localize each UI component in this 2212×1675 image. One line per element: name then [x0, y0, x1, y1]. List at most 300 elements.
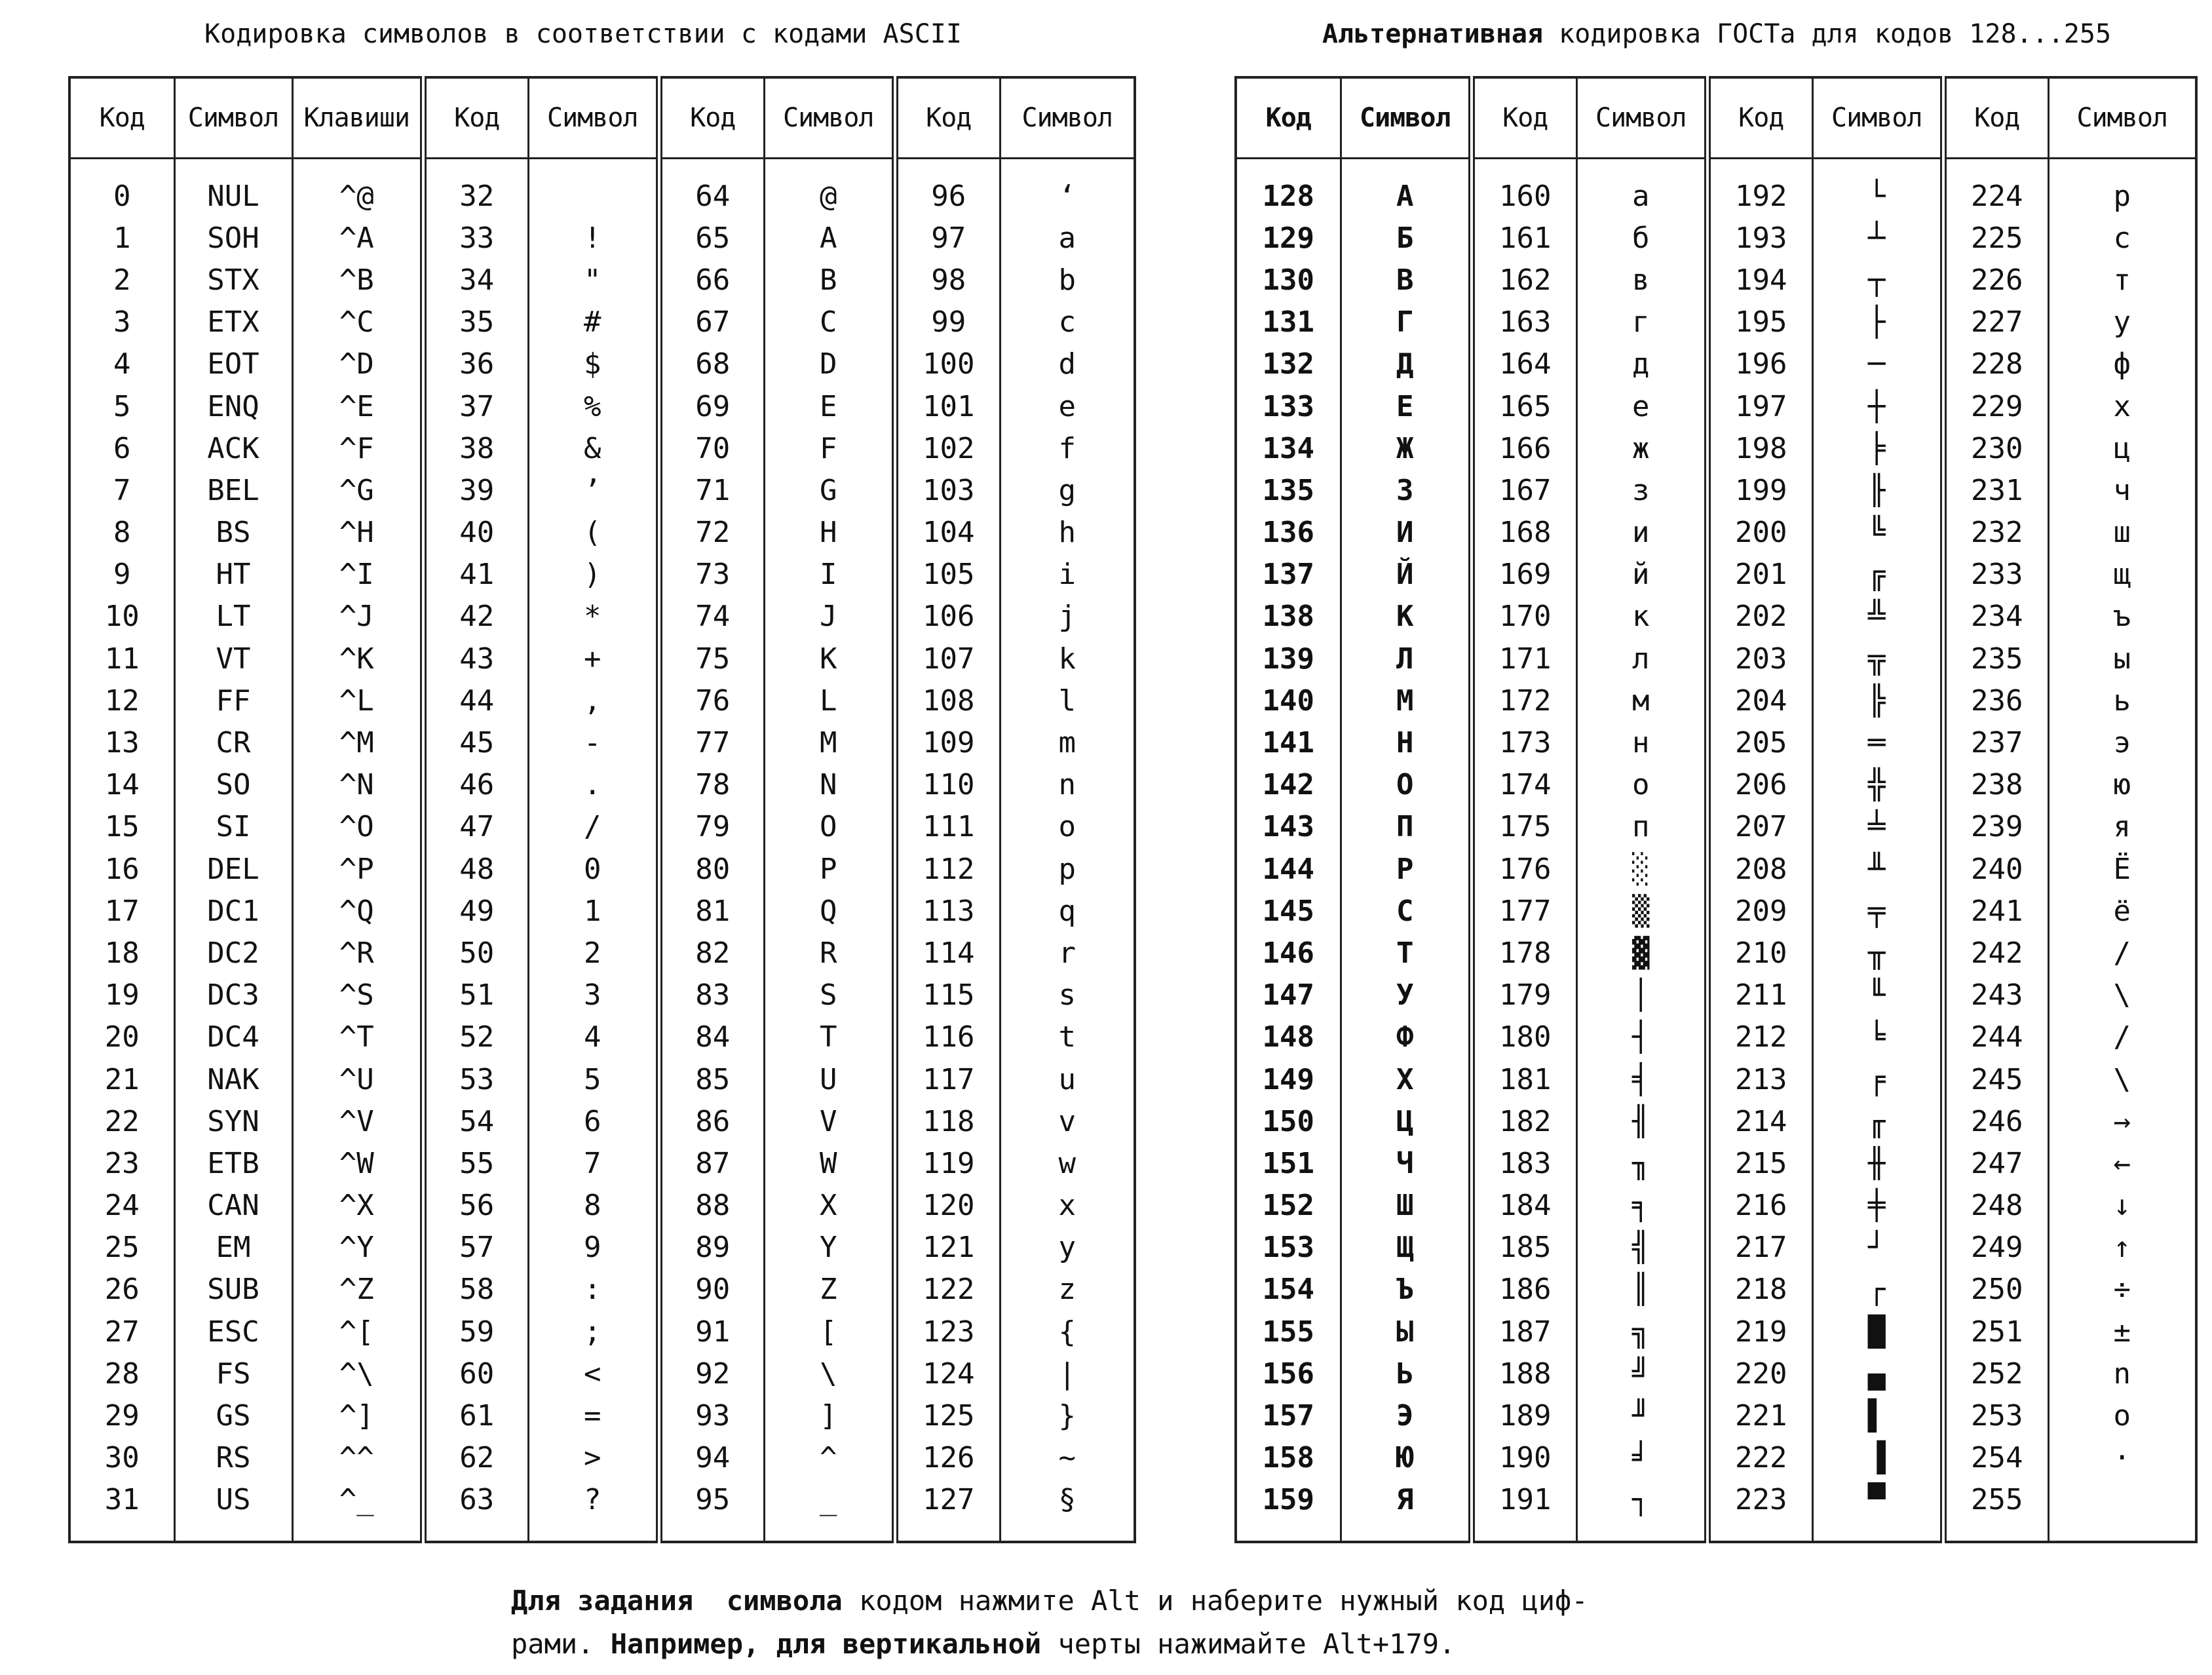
gost-cell: 173	[1472, 722, 1576, 763]
ascii-cell: ^T	[292, 1016, 423, 1058]
ascii-cell: 114	[895, 932, 1000, 974]
gost-cell: ┐	[1576, 1479, 1707, 1542]
ascii-cell: >	[528, 1437, 659, 1479]
ascii-header-cell: Символ	[1000, 77, 1135, 159]
table-row	[69, 722, 1135, 763]
gost-cell: 229	[1943, 385, 2048, 427]
table-row	[1236, 1016, 2196, 1058]
ascii-header-cell: Код	[69, 77, 174, 159]
table-row	[69, 764, 1135, 806]
ascii-cell: DEL	[174, 848, 292, 890]
ascii-cell: 95	[659, 1479, 764, 1542]
gost-cell: 204	[1707, 680, 1812, 722]
gost-cell: ё	[2048, 890, 2196, 932]
ascii-cell: 12	[69, 680, 174, 722]
gost-cell: 201	[1707, 554, 1812, 596]
gost-cell: ш	[2048, 512, 2196, 554]
ascii-cell: 109	[895, 722, 1000, 763]
ascii-cell: u	[1000, 1058, 1135, 1100]
ascii-cell: 54	[423, 1100, 528, 1142]
ascii-cell: ?	[528, 1479, 659, 1542]
table-row	[69, 1395, 1135, 1436]
gost-cell: 158	[1236, 1437, 1341, 1479]
table-row	[69, 217, 1135, 259]
gost-cell: 202	[1707, 596, 1812, 638]
table-row	[69, 301, 1135, 343]
gost-cell: н	[1576, 722, 1707, 763]
ascii-cell: A	[764, 217, 895, 259]
ascii-cell: r	[1000, 932, 1135, 974]
gost-cell: щ	[2048, 554, 2196, 596]
ascii-cell: s	[1000, 974, 1135, 1016]
gost-cell: ю	[2048, 764, 2196, 806]
gost-cell: ╤	[1812, 890, 1943, 932]
gost-cell: ▀	[1812, 1479, 1943, 1542]
table-row	[1236, 1058, 2196, 1100]
gost-cell: Б	[1341, 217, 1472, 259]
gost-cell: М	[1341, 680, 1472, 722]
gost-cell: Э	[1341, 1395, 1472, 1436]
gost-cell: Ь	[1341, 1353, 1472, 1395]
ascii-cell: 93	[659, 1395, 764, 1436]
gost-header-cell: Символ	[1812, 77, 1943, 159]
ascii-cell: 119	[895, 1142, 1000, 1184]
gost-cell: 193	[1707, 217, 1812, 259]
table-row	[69, 1058, 1135, 1100]
gost-table-title	[1232, 8, 2202, 60]
gost-cell: 135	[1236, 469, 1341, 511]
gost-cell: 150	[1236, 1100, 1341, 1142]
gost-cell: 165	[1472, 385, 1576, 427]
gost-cell: д	[1576, 343, 1707, 385]
table-row	[1236, 932, 2196, 974]
gost-cell: 148	[1236, 1016, 1341, 1058]
ascii-header-cell: Код	[659, 77, 764, 159]
ascii-cell: h	[1000, 512, 1135, 554]
gost-cell: З	[1341, 469, 1472, 511]
footer-note	[511, 1579, 1756, 1666]
gost-code-table	[1234, 76, 2198, 1543]
footer-bold-1: Для задания	[511, 1585, 694, 1617]
ascii-cell: J	[764, 596, 895, 638]
ascii-cell: ENQ	[174, 385, 292, 427]
ascii-cell: {	[1000, 1311, 1135, 1353]
ascii-cell: 101	[895, 385, 1000, 427]
table-row	[1236, 890, 2196, 932]
gost-cell: 129	[1236, 217, 1341, 259]
table-row	[1236, 343, 2196, 385]
gost-cell: ╠	[1812, 680, 1943, 722]
gost-cell: ▐	[1812, 1437, 1943, 1479]
gost-cell: 225	[1943, 217, 2048, 259]
ascii-cell: 17	[69, 890, 174, 932]
gost-cell: 239	[1943, 806, 2048, 848]
gost-cell: м	[1576, 680, 1707, 722]
ascii-cell: Q	[764, 890, 895, 932]
ascii-cell: 106	[895, 596, 1000, 638]
gost-cell: ╒	[1812, 1058, 1943, 1100]
gost-cell: Й	[1341, 554, 1472, 596]
ascii-cell: 28	[69, 1353, 174, 1395]
gost-cell: с	[2048, 217, 2196, 259]
gost-cell: ░	[1576, 848, 1707, 890]
ascii-cell: 92	[659, 1353, 764, 1395]
ascii-header-cell: Код	[895, 77, 1000, 159]
ascii-cell: 96	[895, 159, 1000, 218]
gost-cell: 208	[1707, 848, 1812, 890]
ascii-cell: BS	[174, 512, 292, 554]
gost-cell: ╪	[1812, 1185, 1943, 1227]
ascii-cell: :	[528, 1269, 659, 1311]
gost-cell: ±	[2048, 1311, 2196, 1353]
ascii-cell: 105	[895, 554, 1000, 596]
ascii-cell: i	[1000, 554, 1135, 596]
ascii-table-title: Кодировка символов в соответствии с кодами ASCII	[204, 19, 962, 49]
gost-cell: К	[1341, 596, 1472, 638]
gost-cell: │	[1576, 974, 1707, 1016]
gost-cell: ╣	[1576, 1227, 1707, 1269]
ascii-cell: O	[764, 806, 895, 848]
gost-cell: С	[1341, 890, 1472, 932]
ascii-cell: 111	[895, 806, 1000, 848]
gost-title-rest: кодировка ГОСТа для кодов 128...255	[1543, 19, 2112, 49]
gost-cell: 146	[1236, 932, 1341, 974]
gost-cell: 152	[1236, 1185, 1341, 1227]
ascii-cell: 40	[423, 512, 528, 554]
gost-cell: 167	[1472, 469, 1576, 511]
gost-cell: 205	[1707, 722, 1812, 763]
gost-cell: Л	[1341, 638, 1472, 680]
table-row	[1236, 1227, 2196, 1269]
gost-cell: Ц	[1341, 1100, 1472, 1142]
gost-cell: 203	[1707, 638, 1812, 680]
table-row	[1236, 1269, 2196, 1311]
gost-cell: 172	[1472, 680, 1576, 722]
ascii-cell: 56	[423, 1185, 528, 1227]
ascii-cell: 61	[423, 1395, 528, 1436]
ascii-cell: c	[1000, 301, 1135, 343]
gost-cell: 161	[1472, 217, 1576, 259]
ascii-cell: 26	[69, 1269, 174, 1311]
ascii-cell: SI	[174, 806, 292, 848]
gost-cell: 190	[1472, 1437, 1576, 1479]
ascii-cell: F	[764, 427, 895, 469]
gost-cell: 224	[1943, 159, 2048, 218]
gost-cell: ↓	[2048, 1185, 2196, 1227]
table-row	[69, 512, 1135, 554]
gost-cell: 227	[1943, 301, 2048, 343]
ascii-cell: 6	[528, 1100, 659, 1142]
gost-cell: 234	[1943, 596, 2048, 638]
gost-cell: 255	[1943, 1479, 2048, 1542]
gost-cell: 157	[1236, 1395, 1341, 1436]
ascii-cell: k	[1000, 638, 1135, 680]
gost-cell: 247	[1943, 1142, 2048, 1184]
ascii-header-cell: Символ	[764, 77, 895, 159]
gost-cell: ←	[2048, 1142, 2196, 1184]
ascii-header-row	[69, 77, 1135, 159]
ascii-cell: 81	[659, 890, 764, 932]
ascii-cell: ^D	[292, 343, 423, 385]
ascii-cell: 55	[423, 1142, 528, 1184]
table-row	[1236, 722, 2196, 763]
gost-cell: ╧	[1812, 806, 1943, 848]
ascii-cell: 34	[423, 259, 528, 301]
gost-cell: 130	[1236, 259, 1341, 301]
gost-cell: Ф	[1341, 1016, 1472, 1058]
ascii-cell: ^N	[292, 764, 423, 806]
gost-cell: ╨	[1812, 848, 1943, 890]
ascii-cell: ^K	[292, 638, 423, 680]
ascii-cell: ~	[1000, 1437, 1135, 1479]
ascii-cell: z	[1000, 1269, 1135, 1311]
ascii-cell: L	[764, 680, 895, 722]
table-row	[1236, 764, 2196, 806]
gost-header-row	[1236, 77, 2196, 159]
ascii-cell: 7	[528, 1142, 659, 1184]
gost-cell: ═	[1812, 722, 1943, 763]
gost-cell: 169	[1472, 554, 1576, 596]
gost-cell: 185	[1472, 1227, 1576, 1269]
ascii-cell: 77	[659, 722, 764, 763]
ascii-cell: 5	[528, 1058, 659, 1100]
gost-cell: 241	[1943, 890, 2048, 932]
ascii-cell: ’	[528, 469, 659, 511]
ascii-table-body	[69, 159, 1135, 1543]
ascii-cell: 103	[895, 469, 1000, 511]
gost-cell	[2048, 1479, 2196, 1542]
ascii-cell: g	[1000, 469, 1135, 511]
ascii-cell: 69	[659, 385, 764, 427]
gost-cell: 207	[1707, 806, 1812, 848]
ascii-cell: 67	[659, 301, 764, 343]
ascii-cell: y	[1000, 1227, 1135, 1269]
ascii-cell: ^X	[292, 1185, 423, 1227]
ascii-cell: ^I	[292, 554, 423, 596]
ascii-cell: <	[528, 1353, 659, 1395]
ascii-cell: 62	[423, 1437, 528, 1479]
gost-cell: 215	[1707, 1142, 1812, 1184]
table-row	[69, 1353, 1135, 1395]
ascii-cell: ^U	[292, 1058, 423, 1100]
gost-cell: 168	[1472, 512, 1576, 554]
ascii-cell: ^O	[292, 806, 423, 848]
gost-cell: 145	[1236, 890, 1341, 932]
gost-cell: 220	[1707, 1353, 1812, 1395]
ascii-cell: ^H	[292, 512, 423, 554]
ascii-cell: &	[528, 427, 659, 469]
gost-cell: 252	[1943, 1353, 2048, 1395]
ascii-cell: 108	[895, 680, 1000, 722]
ascii-cell: ^L	[292, 680, 423, 722]
gost-header-cell: Код	[1236, 77, 1341, 159]
gost-cell: Ю	[1341, 1437, 1472, 1479]
gost-cell: ▄	[1812, 1353, 1943, 1395]
ascii-cell: 79	[659, 806, 764, 848]
gost-cell: П	[1341, 806, 1472, 848]
gost-cell: Е	[1341, 385, 1472, 427]
gost-cell: б	[1576, 217, 1707, 259]
ascii-cell: x	[1000, 1185, 1135, 1227]
ascii-cell: STX	[174, 259, 292, 301]
ascii-cell: VT	[174, 638, 292, 680]
ascii-cell: 18	[69, 932, 174, 974]
gost-cell: 197	[1707, 385, 1812, 427]
table-row	[1236, 554, 2196, 596]
gost-cell: 249	[1943, 1227, 2048, 1269]
ascii-cell: EM	[174, 1227, 292, 1269]
table-row	[69, 1185, 1135, 1227]
table-row	[69, 469, 1135, 511]
gost-cell: 184	[1472, 1185, 1576, 1227]
gost-cell: ╚	[1812, 512, 1943, 554]
ascii-cell: 66	[659, 259, 764, 301]
ascii-cell: 123	[895, 1311, 1000, 1353]
ascii-cell: 35	[423, 301, 528, 343]
gost-cell: Н	[1341, 722, 1472, 763]
gost-cell: О	[1341, 764, 1472, 806]
gost-cell: 142	[1236, 764, 1341, 806]
ascii-cell: 91	[659, 1311, 764, 1353]
gost-cell: 160	[1472, 159, 1576, 218]
table-row	[69, 848, 1135, 890]
ascii-cell: ^Y	[292, 1227, 423, 1269]
ascii-cell	[528, 159, 659, 218]
gost-cell: ┴	[1812, 217, 1943, 259]
gost-cell: ╙	[1812, 974, 1943, 1016]
ascii-cell: ^W	[292, 1142, 423, 1184]
gost-cell: 248	[1943, 1185, 2048, 1227]
gost-cell: В	[1341, 259, 1472, 301]
ascii-cell: 112	[895, 848, 1000, 890]
table-row	[1236, 469, 2196, 511]
gost-cell: 195	[1707, 301, 1812, 343]
gost-cell: ╘	[1812, 1016, 1943, 1058]
gost-cell: 141	[1236, 722, 1341, 763]
ascii-cell: 125	[895, 1395, 1000, 1436]
gost-cell: 139	[1236, 638, 1341, 680]
ascii-cell: ^F	[292, 427, 423, 469]
gost-cell: 194	[1707, 259, 1812, 301]
gost-cell: 163	[1472, 301, 1576, 343]
gost-cell: 228	[1943, 343, 2048, 385]
gost-cell: ▒	[1576, 890, 1707, 932]
ascii-cell: ,	[528, 680, 659, 722]
table-row	[1236, 1185, 2196, 1227]
ascii-cell: 60	[423, 1353, 528, 1395]
table-row	[69, 806, 1135, 848]
table-row	[69, 1269, 1135, 1311]
ascii-cell: D	[764, 343, 895, 385]
gost-cell: 164	[1472, 343, 1576, 385]
gost-cell: Ъ	[1341, 1269, 1472, 1311]
gost-header-cell: Символ	[2048, 77, 2196, 159]
gost-cell: 155	[1236, 1311, 1341, 1353]
ascii-cell: 47	[423, 806, 528, 848]
gost-cell: ╫	[1812, 1142, 1943, 1184]
ascii-cell: ^C	[292, 301, 423, 343]
gost-cell: ь	[2048, 680, 2196, 722]
footer-line-2	[511, 1623, 1756, 1666]
table-row	[69, 974, 1135, 1016]
gost-cell: л	[1576, 638, 1707, 680]
gost-cell: 209	[1707, 890, 1812, 932]
table-row	[69, 1437, 1135, 1479]
ascii-cell: ^^	[292, 1437, 423, 1479]
gost-cell: 151	[1236, 1142, 1341, 1184]
ascii-cell: ^V	[292, 1100, 423, 1142]
ascii-cell: 3	[69, 301, 174, 343]
ascii-cell: ^	[764, 1437, 895, 1479]
gost-cell: 218	[1707, 1269, 1812, 1311]
ascii-cell: 58	[423, 1269, 528, 1311]
ascii-cell: 76	[659, 680, 764, 722]
gost-cell: ├	[1812, 301, 1943, 343]
table-row	[69, 259, 1135, 301]
gost-cell: 254	[1943, 1437, 2048, 1479]
ascii-cell: %	[528, 385, 659, 427]
table-row	[1236, 217, 2196, 259]
gost-cell: 226	[1943, 259, 2048, 301]
gost-cell: ▌	[1812, 1395, 1943, 1436]
ascii-cell: 78	[659, 764, 764, 806]
gost-cell: 154	[1236, 1269, 1341, 1311]
gost-cell: ÷	[2048, 1269, 2196, 1311]
ascii-cell: H	[764, 512, 895, 554]
ascii-cell: $	[528, 343, 659, 385]
ascii-cell: 36	[423, 343, 528, 385]
ascii-cell: 97	[895, 217, 1000, 259]
ascii-cell: 100	[895, 343, 1000, 385]
ascii-cell: ^]	[292, 1395, 423, 1436]
ascii-cell: 2	[528, 932, 659, 974]
gost-cell: е	[1576, 385, 1707, 427]
ascii-cell: B	[764, 259, 895, 301]
ascii-cell: w	[1000, 1142, 1135, 1184]
ascii-cell: N	[764, 764, 895, 806]
ascii-cell: 90	[659, 1269, 764, 1311]
ascii-cell: CAN	[174, 1185, 292, 1227]
gost-cell: ╝	[1576, 1353, 1707, 1395]
ascii-cell: 8	[528, 1185, 659, 1227]
table-row	[1236, 1479, 2196, 1542]
gost-cell: э	[2048, 722, 2196, 763]
ascii-cell: 51	[423, 974, 528, 1016]
gost-cell: 232	[1943, 512, 2048, 554]
gost-cell: 138	[1236, 596, 1341, 638]
ascii-cell: U	[764, 1058, 895, 1100]
table-row	[69, 343, 1135, 385]
gost-header-cell: Код	[1943, 77, 2048, 159]
ascii-cell: LT	[174, 596, 292, 638]
gost-cell: 206	[1707, 764, 1812, 806]
ascii-cell: DC1	[174, 890, 292, 932]
ascii-cell: E	[764, 385, 895, 427]
gost-cell: 213	[1707, 1058, 1812, 1100]
ascii-cell: §	[1000, 1479, 1135, 1542]
ascii-cell: ‘	[1000, 159, 1135, 218]
gost-cell: ╕	[1576, 1185, 1707, 1227]
ascii-cell: 84	[659, 1016, 764, 1058]
ascii-cell: 71	[659, 469, 764, 511]
ascii-cell: #	[528, 301, 659, 343]
ascii-cell: EOT	[174, 343, 292, 385]
gost-cell: 149	[1236, 1058, 1341, 1100]
ascii-cell: 87	[659, 1142, 764, 1184]
table-row	[1236, 1100, 2196, 1142]
ascii-cell: 38	[423, 427, 528, 469]
table-row	[1236, 159, 2196, 218]
